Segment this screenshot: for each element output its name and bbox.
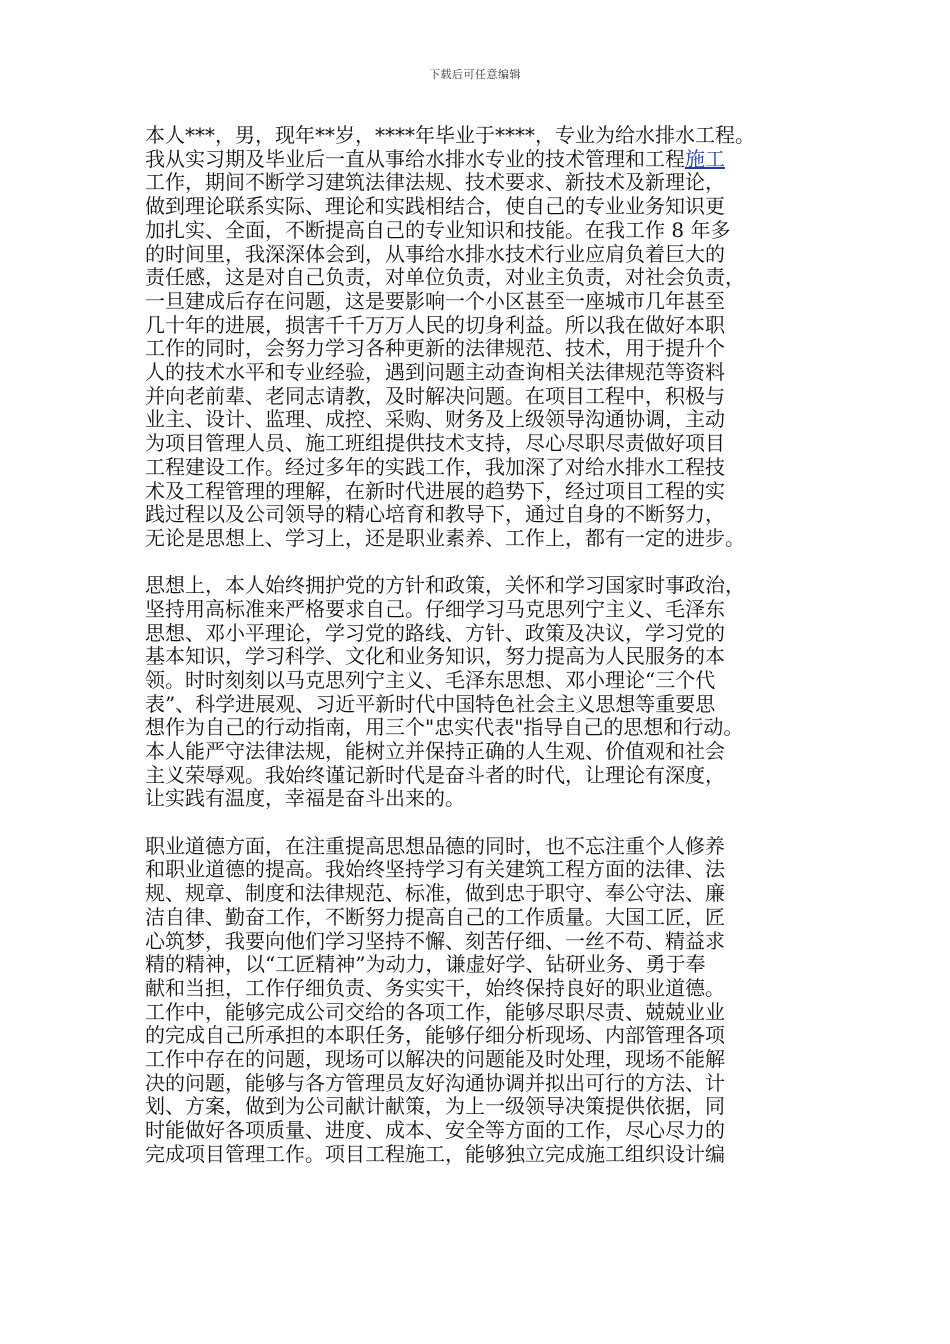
text-line: 完成项目管理工作。项目工程施工，能够独立完成施工组织设计编 xyxy=(145,1141,725,1166)
text-line: 基本知识，学习科学、文化和业务知识，努力提高为人民服务的本 xyxy=(145,644,725,669)
text-line: 规、规章、制度和法律规范、标准，做到忠于职守、奉公守法、廉 xyxy=(145,881,725,906)
text-line: 践过程以及公司领导的精心培育和教导下，通过自身的不断努力， xyxy=(145,502,725,527)
text-line: 思想上，本人始终拥护党的方针和政策，关怀和学习国家时事政治， xyxy=(145,573,745,598)
text-line: 和职业道德的提高。我始终坚持学习有关建筑工程方面的法律、法 xyxy=(145,857,725,882)
text-line: 为项目管理人员、施工班组提供技术支持，尽心尽职尽责做好项目 xyxy=(145,431,725,456)
text-line: 让实践有温度，幸福是奋斗出来的。 xyxy=(145,786,465,811)
text-line: 无论是思想上、学习上，还是职业素养、工作上，都有一定的进步。 xyxy=(145,525,745,550)
text-segment: 我从实习期及毕业后一直从事给水排水专业的技术管理和工程 xyxy=(145,146,685,171)
text-line: 工作，期间不断学习建筑法律法规、技术要求、新技术及新理论， xyxy=(145,170,725,195)
text-line: 洁自律、勤奋工作，不断努力提高自己的工作质量。大国工匠，匠 xyxy=(145,904,725,929)
text-line: 心筑梦，我要向他们学习坚持不懈、刻苦仔细、一丝不苟、精益求 xyxy=(145,928,725,953)
text-line: 本人***，男，现年**岁，****年毕业于****，专业为给水排水工程。 xyxy=(145,123,755,147)
paragraph-3 xyxy=(145,835,810,1167)
document-body xyxy=(145,124,810,1167)
text-line: 主义荣辱观。我始终谨记新时代是奋斗者的时代，让理论有深度， xyxy=(145,762,725,787)
text-line: 思想、邓小平理论，学习党的路线、方针、政策及决议，学习党的 xyxy=(145,620,725,645)
text-line: 工作中存在的问题，现场可以解决的问题能及时处理，现场不能解 xyxy=(145,1047,725,1072)
text-line: 术及工程管理的理解，在新时代进展的趋势下，经过项目工程的实 xyxy=(145,478,725,503)
construction-link[interactable]: 施工 xyxy=(685,146,725,171)
text-line: 业主、设计、监理、成控、采购、财务及上级领导沟通协调，主动 xyxy=(145,407,725,432)
text-line: 几十年的进展，损害千千万万人民的切身利益。所以我在做好本职 xyxy=(145,312,725,337)
text-line: 精的精神，以“工匠精神”为动力，谦虚好学、钻研业务、勇于奉 xyxy=(145,952,706,977)
text-line: 坚持用高标准来严格要求自己。仔细学习马克思列宁主义、毛泽东 xyxy=(145,596,725,621)
paragraph-2 xyxy=(145,574,810,811)
text-line: 本人能严守法律法规，能树立并保持正确的人生观、价值观和社会 xyxy=(145,739,725,764)
text-line: 划、方案，做到为公司献计献策，为上一级领导决策提供依据，同 xyxy=(145,1094,725,1119)
text-line: 想作为自己的行动指南，用三个"忠实代表"指导自己的思想和行动。 xyxy=(145,715,744,740)
text-line: 工作中，能够完成公司交给的各项工作，能够尽职尽责、兢兢业业 xyxy=(145,999,725,1024)
text-line: 责任感，这是对自己负责，对单位负责，对业主负责，对社会负责， xyxy=(145,265,745,290)
text-line: 加扎实、全面，不断提高自己的专业知识和技能。在我工作 8 年多 xyxy=(145,217,731,242)
text-line: 职业道德方面，在注重提高思想品德的同时，也不忘注重个人修养 xyxy=(145,833,725,858)
text-line: 的时间里，我深深体会到，从事给水排水技术行业应肩负着巨大的 xyxy=(145,241,725,266)
text-line: 领。时时刻刻以马克思列宁主义、毛泽东思想、邓小理论“三个代 xyxy=(145,667,716,692)
text-line: 做到理论联系实际、理论和实践相结合，使自己的专业业务知识更 xyxy=(145,194,725,219)
paragraph-gap xyxy=(145,551,810,575)
text-line: 一旦建成后存在问题，这是要影响一个小区甚至一座城市几年甚至 xyxy=(145,288,725,313)
text-line: 表”、科学进展观、习近平新时代中国特色社会主义思想等重要思 xyxy=(145,691,716,716)
text-line: 的完成自己所承担的本职任务，能够仔细分析现场、内部管理各项 xyxy=(145,1023,725,1048)
text-line: 人的技术水平和专业经验，遇到问题主动查询相关法律规范等资料 xyxy=(145,360,725,385)
text-line: 工程建设工作。经过多年的实践工作，我加深了对给水排水工程技 xyxy=(145,454,725,479)
paragraph-1 xyxy=(145,124,810,551)
text-line: 并向老前辈、老同志请教，及时解决问题。在项目工程中，积极与 xyxy=(145,383,725,408)
text-line: 决的问题，能够与各方管理员友好沟通协调并拟出可行的方法、计 xyxy=(145,1070,725,1095)
paragraph-gap xyxy=(145,811,810,835)
text-line xyxy=(145,148,810,172)
page-header: 下载后可任意编辑 xyxy=(429,68,521,81)
text-line: 献和当担，工作仔细负责、务实实干，始终保持良好的职业道德。 xyxy=(145,975,725,1000)
text-line: 工作的同时，会努力学习各种更新的法律规范、技术，用于提升个 xyxy=(145,336,725,361)
text-line: 时能做好各项质量、进度、成本、安全等方面的工作，尽心尽力的 xyxy=(145,1118,725,1143)
